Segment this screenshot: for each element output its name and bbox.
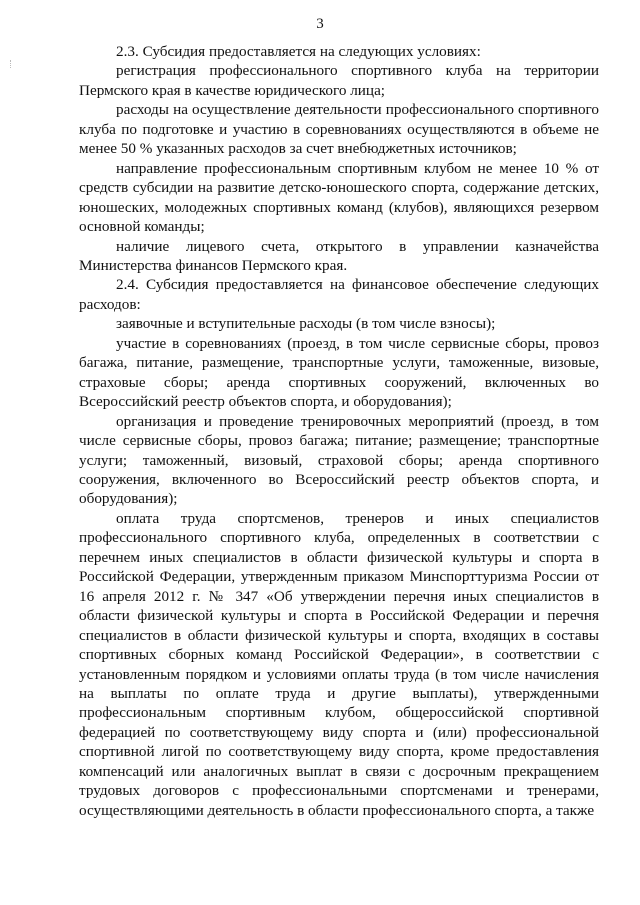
paragraph-expense-training: организация и проведение тренировочных мероприятий (проезд, в том числе сервисные сборы, провоз багажа; питание; размещение; транспортные услуги; таможенный, визовый, страховой сборы; аренда спортивного сооружения, включенного во Всероссийский реестр объектов спорта, и оборудования); bbox=[79, 412, 599, 508]
paragraph-condition-registration: регистрация профессионального спортивного клуба на территории Пермского края в качестве юридического лица; bbox=[79, 62, 599, 99]
document-body bbox=[79, 42, 599, 820]
paragraph-2-3-heading: 2.3. Субсидия предоставляется на следующих условиях: bbox=[116, 43, 481, 60]
paragraph-expense-salaries: оплата труда спортсменов, тренеров и иных специалистов профессионального спортивного клуба, определенных в соответствии с перечнем иных специалистов в области физической культуры и спорта в Российской Федерации, утвержденным приказом Минспорттуризма России от 16 апреля 2012 г. № 347 «Об утверждении перечня иных специалистов в области физической культуры и спорта в Российской Федерации и перечня специалистов в области физической культуры и спорта, входящих в составы спортивных сборных команд Российской Федерации», в соответствии с установленным порядком и условиями оплаты труда (в том числе начисления на выплаты по оплате труда и другие выплаты), утвержденными профессиональным спортивным клубом, общероссийской спортивной федерацией по соответствующему виду спорта и (или) профессиональной спортивной лигой по соответствующему виду спорта, кроме предоставления компенсаций или аналогичных выплат в связи с досрочным прекращением трудовых договоров с профессиональными спортсменами и тренерами, осуществляющими деятельность в области профессионального спорта, а также bbox=[79, 509, 599, 819]
paragraph-condition-extrabudget: расходы на осуществление деятельности профессионального спортивного клуба по подготовке и участию в соревнованиях осуществляются в объеме не менее 50 % указанных расходов за счет внебюджетных источников; bbox=[79, 101, 599, 158]
scan-margin-mark bbox=[10, 60, 13, 68]
paragraph-expense-competitions: участие в соревнованиях (проезд, в том числе сервисные сборы, провоз багажа, питание, размещение, транспортные услуги, таможенные, визовые, страховые сборы; аренда спортивных сооружений, включенных во Всероссийский реестр объектов спорта, и оборудования); bbox=[79, 334, 599, 411]
paragraph-2-4-heading: 2.4. Субсидия предоставляется на финансовое обеспечение следующих расходов: bbox=[79, 276, 599, 313]
paragraph-condition-youth-sport: направление профессиональным спортивным клубом не менее 10 % от средств субсидии на развитие детско-юношеского спорта, содержание детских, юношеских, молодежных спортивных команд (клубов), являющихся резервом основной команды; bbox=[79, 159, 599, 236]
paragraph-condition-account: наличие лицевого счета, открытого в управлении казначейства Министерства финансов Пермского края. bbox=[79, 237, 599, 274]
page-number: 3 bbox=[316, 16, 324, 32]
paragraph-expense-fees: заявочные и вступительные расходы (в том числе взносы); bbox=[116, 315, 496, 333]
